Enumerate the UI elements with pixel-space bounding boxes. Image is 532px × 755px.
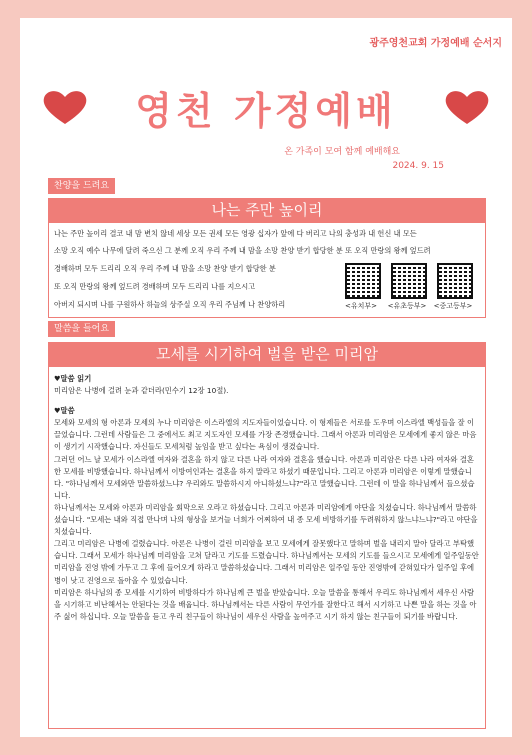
- section-tag-word: 말씀을 들어요: [48, 321, 115, 337]
- lyrics-box: [48, 222, 486, 318]
- church-name: 광주영천교회 가정예배 순서지: [369, 38, 502, 49]
- song-title: 나는 주만 높이리: [48, 198, 486, 222]
- qr-code-icon[interactable]: [437, 263, 473, 299]
- sermon-paragraph: 미리암은 하나님의 종 모세를 시기하여 비방하다가 하나님께 큰 벌을 받았습니다. 오늘 말씀을 통해서 우리도 하나님께서 세우신 사람을 시기하고 비난해서는 안된다는 것을 배웁니다. 하나님께서는 다른 사람이 무언가를 잘한다고 해서 시기하고 나쁜 말을 하는 것을 아주 싫어 하십니다. 오늘 말씀을 듣고 우리 친구들이 하나님이 세우신 사람을 높여주고 시기 하지 않는 친구들이 되기를 바랍니다.: [54, 587, 477, 621]
- reading-text: 미리암은 나병에 걸려 눈과 같더라(민수기 12장 10절).: [54, 386, 229, 396]
- sermon-body: [54, 373, 480, 623]
- qr-label-youth: <중고등부>: [433, 302, 473, 310]
- lyric-line: 경배하며 모두 드리리 오직 우리 주께 내 맘을 소망 찬양 받기 합당한 분: [54, 264, 276, 273]
- sermon-paragraph: 그리고 미리암은 나병에 걸렸습니다. 아론은 나병이 걸린 미리암을 보고 모세에게 잘못했다고 말하며 벌을 내리지 말아 달라고 부탁했습니다. 그래서 모세가 하나님께 미리암을 고쳐 달라고 기도를 드렸습니다. 하나님께서는 모세의 기도를 들으시고 모세에게 일주일동안 미리암을 진영 밖에 가두고 그 후에 들어오게 하라고 말씀하셨습니다. 그래서 미리암은 일주일 동안 진영밖에 갇혀있다가 일주일 후에 병이 낫고 진영으로 돌아올 수 있었습니다.: [54, 539, 479, 585]
- reading-heading: ♥말씀 읽기: [54, 374, 92, 383]
- sermon-paragraph: 모세와 모세의 형 아론과 모세의 누나 미리암은 이스라엘의 지도자들이었습니다. 이 형제들은 서로를 도우며 이스라엘 백성들을 잘 이끌었습니다. 그런데 사람들은 그 중에서도 최고 지도자인 모세를 가장 존경했습니다. 그래서 아론과 미리암은 모세에게 좋지 않은 마음이 생기기 시작했습니다. 자신들도 모세처럼 높임을 받고 싶다는 욕심이 생겼습니다.: [54, 418, 477, 452]
- sermon-paragraph: 그러던 어느 날 모세가 이스라엘 여자와 결혼을 하지 않고 다른 나라 여자와 결혼을 했습니다. 아론과 미리암은 다른 나라 여자와 결혼한 모세를 비방했습니다. 하나님께서 이방여인과는 결혼을 하지 말라고 하셨기 때문입니다. 그리고 아론과 미리암은 이렇게 말했습니다. "하나님께서 모세와만 말씀하셨느냐? 우리와도 말씀하시지 아니하셨느냐?"라고 말했습니다. 그런데 이 말을 하나님께서 들으셨습니다.: [54, 454, 475, 500]
- sermon-heading: ♥말씀: [54, 406, 75, 416]
- sermon-paragraph: 하나님께서는 모세와 아론과 미리암을 회막으로 오라고 하셨습니다. 그리고 아론과 미리암에게 야단을 치셨습니다. 하나님께서 말씀하셨습니다. "모세는 내와 직접 만나며 나의 형상을 보거늘 너희가 어찌하여 내 종 모세 비방하기를 두려워하지 않느냐느냐?"라고 야단을 치셨습니다.: [54, 502, 478, 537]
- section-tag-praise: 찬양을 드려요: [48, 178, 115, 194]
- lyric-line: 또 오직 만랑의 왕께 엎드려 경배하며 모두 드리리 나를 지으시고: [54, 282, 256, 291]
- page-title: 영천 가정예배: [135, 89, 397, 133]
- qr-label-elementary: <유초등부>: [387, 302, 427, 310]
- qr-code-icon[interactable]: [391, 263, 427, 299]
- sermon-box: [48, 366, 486, 729]
- sermon-title: 모세를 시기하여 벌을 받은 미리암: [48, 342, 486, 366]
- qr-code-icon[interactable]: [345, 263, 381, 299]
- qr-label-kids: <유치부>: [344, 302, 378, 310]
- bulletin-page: [20, 18, 512, 737]
- lyric-line: 나는 주만 높이리 결코 내 맘 변치 않네 세상 모든 권세 모든 영광 십자가 앞에 다 버리고 나의 충성과 내 헌신 내 모든: [54, 229, 417, 238]
- lyric-line: 아버지 되시며 나를 구원하사 하늘의 상주실 오직 우리 주님께 나 찬양하리: [54, 300, 286, 309]
- subtitle: 온 가족이 모여 함께 예배해요: [284, 147, 400, 157]
- lyric-line: 소망 오직 예수 나무에 달려 죽으신 그 분께 오직 우리 주께 내 맘을 소망 찬양 받기 합당한 분 또 오직 만랑의 왕께 엎드려: [54, 246, 431, 255]
- date: 2024. 9. 15: [392, 161, 444, 171]
